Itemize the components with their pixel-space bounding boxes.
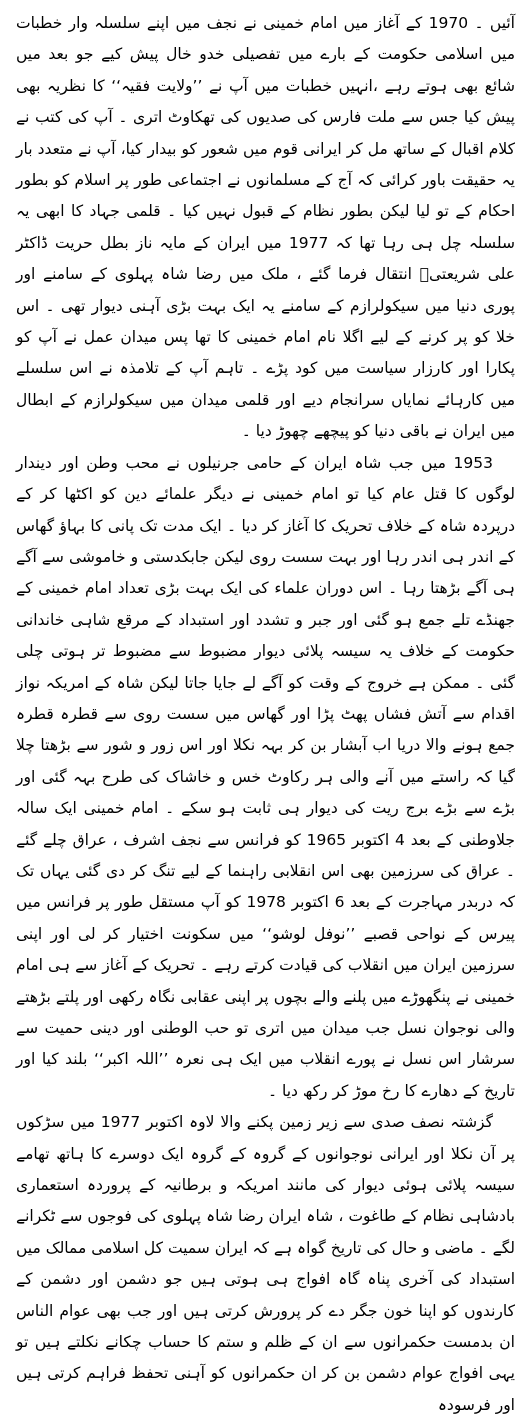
paragraph-2: 1953 میں جب شاہ ایران کے حامی جرنیلوں نے محب وطن اور دیندار لوگوں کا قتل عام کیا تو امام خمینی نے دیگر علمائے دین کو اکٹھا کر کے درپردہ شاہ کے خلاف تحریک کا آغاز کر دیا ۔ ایک مدت تک پانی کا بہاؤ گھاس کے اندر ہی اندر رہا اور بہت سست روی لیکن جابکدستی و خاموشی سے آگے ہی آگے بڑھتا رہا ۔ اس دوران علماء کی ایک بہت بڑی تعداد امام خمینی کے جھنڈے تلے جمع ہو گئی اور جبر و تشدد اور استبداد کے مرقع شاہی خاندانی حکومت کے خلاف یہ سیسہ پلائی دیوار مضبوط سے مضبوط تر ہوتی چلی گئی ۔ ممکن ہے خروج کے وقت کو آگے لے جایا جاتا لیکن شاہ کے امریکہ نواز اقدام سے آتش فشاں پھٹ پڑا اور گھاس میں سست روی سے قطرہ قطرہ جمع ہونے والا دریا اب آبشار بن کر بہہ نکلا اور اس زور و شور سے بڑھتا چلا گیا کہ راستے میں آنے والی ہر رکاوٹ خس و خاشاک کی طرح بہہ گئی اور بڑے سے بڑے برج ریت کی دیوار ہی ثابت ہو سکے ۔ امام خمینی ایک سالہ جلاوطنی کے بعد 4 اکتوبر 1965 کو فرانس سے نجف اشرف ، عراق چلے گئے ۔ عراق کی سرزمین بھی اس انقلابی راہنما کے لیے تنگ کر دی گئی یہاں تک کہ دربدر مہاجرت کے بعد 6 اکتوبر 1978 کو آپ مستقل طور پر فرانس میں پیرس کے نواحی قصبے ’’نوفل لوشو‘‘ میں سکونت اختیار کر لی اور اپنی سرزمین ایران میں انقلاب کی قیادت کرتے رہے ۔ تحریک کے آغاز سے ہی امام خمینی نے پنگھوڑے میں پلنے والے بچوں پر اپنی عقابی نگاہ رکھی اور پلتے بڑھتے والی نوجوان نسل جب میدان میں اتری تو حب الوطنی اور دینی حمیت سے سرشار اس نسل نے پورے انقلاب میں ایک ہی نعرہ ’’اللہ اکبر‘‘ بلند کیا اور تاریخ کے دھارے کا رخ موڑ کر رکھ دیا ۔ xyxy=(16,453,516,1100)
paragraph-3: گزشتہ نصف صدی سے زیر زمین پکنے والا لاوہ اکتوبر 1977 میں سڑکوں پر آن نکلا اور ایرانی نوجوانوں کے گروہ کے گروہ ایک دوسرے کا ہاتھ تھامے سیسہ پلائی ہوئی دیوار کی مانند امریکہ و برطانیہ کے پروردہ استعماری بادشاہی نظام کے طاغوت ، شاہ ایران رضا شاہ پہلوی کی فوجوں سے ٹکرانے لگے ۔ ماضی و حال کی تاریخ گواہ ہے کہ ایران سمیت کل اسلامی ممالک میں استبداد کی آخری پناہ گاہ افواج ہی ہوتی ہیں جو دشمن اور دشمن کے کارندوں کو اپنا خون جگر دے کر پرورش کرتی ہیں اور جب بھی عوام الناس ان بدمست حکمرانوں سے ان کے ظلم و ستم کا حساب چکانے نکلتے ہیں تو یہی افواج عوام دشمن بن کر ان حکمرانوں کو آہنی تحفظ فراہم کرتی ہیں اور فرسودہ xyxy=(16,1113,515,1414)
paragraph-1: آئیں ۔ 1970 کے آغاز میں امام خمینی نے نجف میں اپنے سلسلہ وار خطبات میں اسلامی حکومت کے بارے میں تفصیلی خدو خال پیش کیے جو بعد میں شائع بھی ہوتے رہے ،انہیں خطبات میں آپ نے ’’ولایت فقیہ‘‘ کا نظریہ بھی پیش کیا جس سے ملت فارس کی صدیوں کی تھکاوٹ اتری ۔ آپ کی کتب نے کلام اقبال کے ساتھ مل کر ایرانی قوم میں شعور کو بیدار کیا، آپ نے متعدد بار یہ حقیقت باور کرائی کہ آج کے مسلمانوں نے اجتماعی طور پر اسلام کو بطور احکام کے تو لیا لیکن بطور نظام کے قبول نہیں کیا ۔ قلمی جہاد کا ابھی یہ سلسلہ چل ہی رہا تھا کہ 1977 میں ایران کے مایہ ناز بطل حریت ڈاکٹر علی شریعتیؒ انتقال فرما گئے ، ملک میں رضا شاہ پہلوی کے سامنے اور پوری دنیا میں سیکولرازم کے سامنے یہ ایک بہت بڑی آہنی دیوار تھی ۔ اس خلا کو پر کرنے کے لیے اگلا نام امام خمینی کا تھا پس میدان عمل نے آپ کو پکارا اور کارزار سیاست میں کود پڑے ۔ تاہم آپ کے تلامذہ نے اس سلسلے میں کارہائے نمایاں سرانجام دیے اور قلمی میدان میں سیکولرازم کے ابطال میں ایران نے باقی دنیا کو پیچھے چھوڑ دیا ۔ xyxy=(16,14,515,441)
